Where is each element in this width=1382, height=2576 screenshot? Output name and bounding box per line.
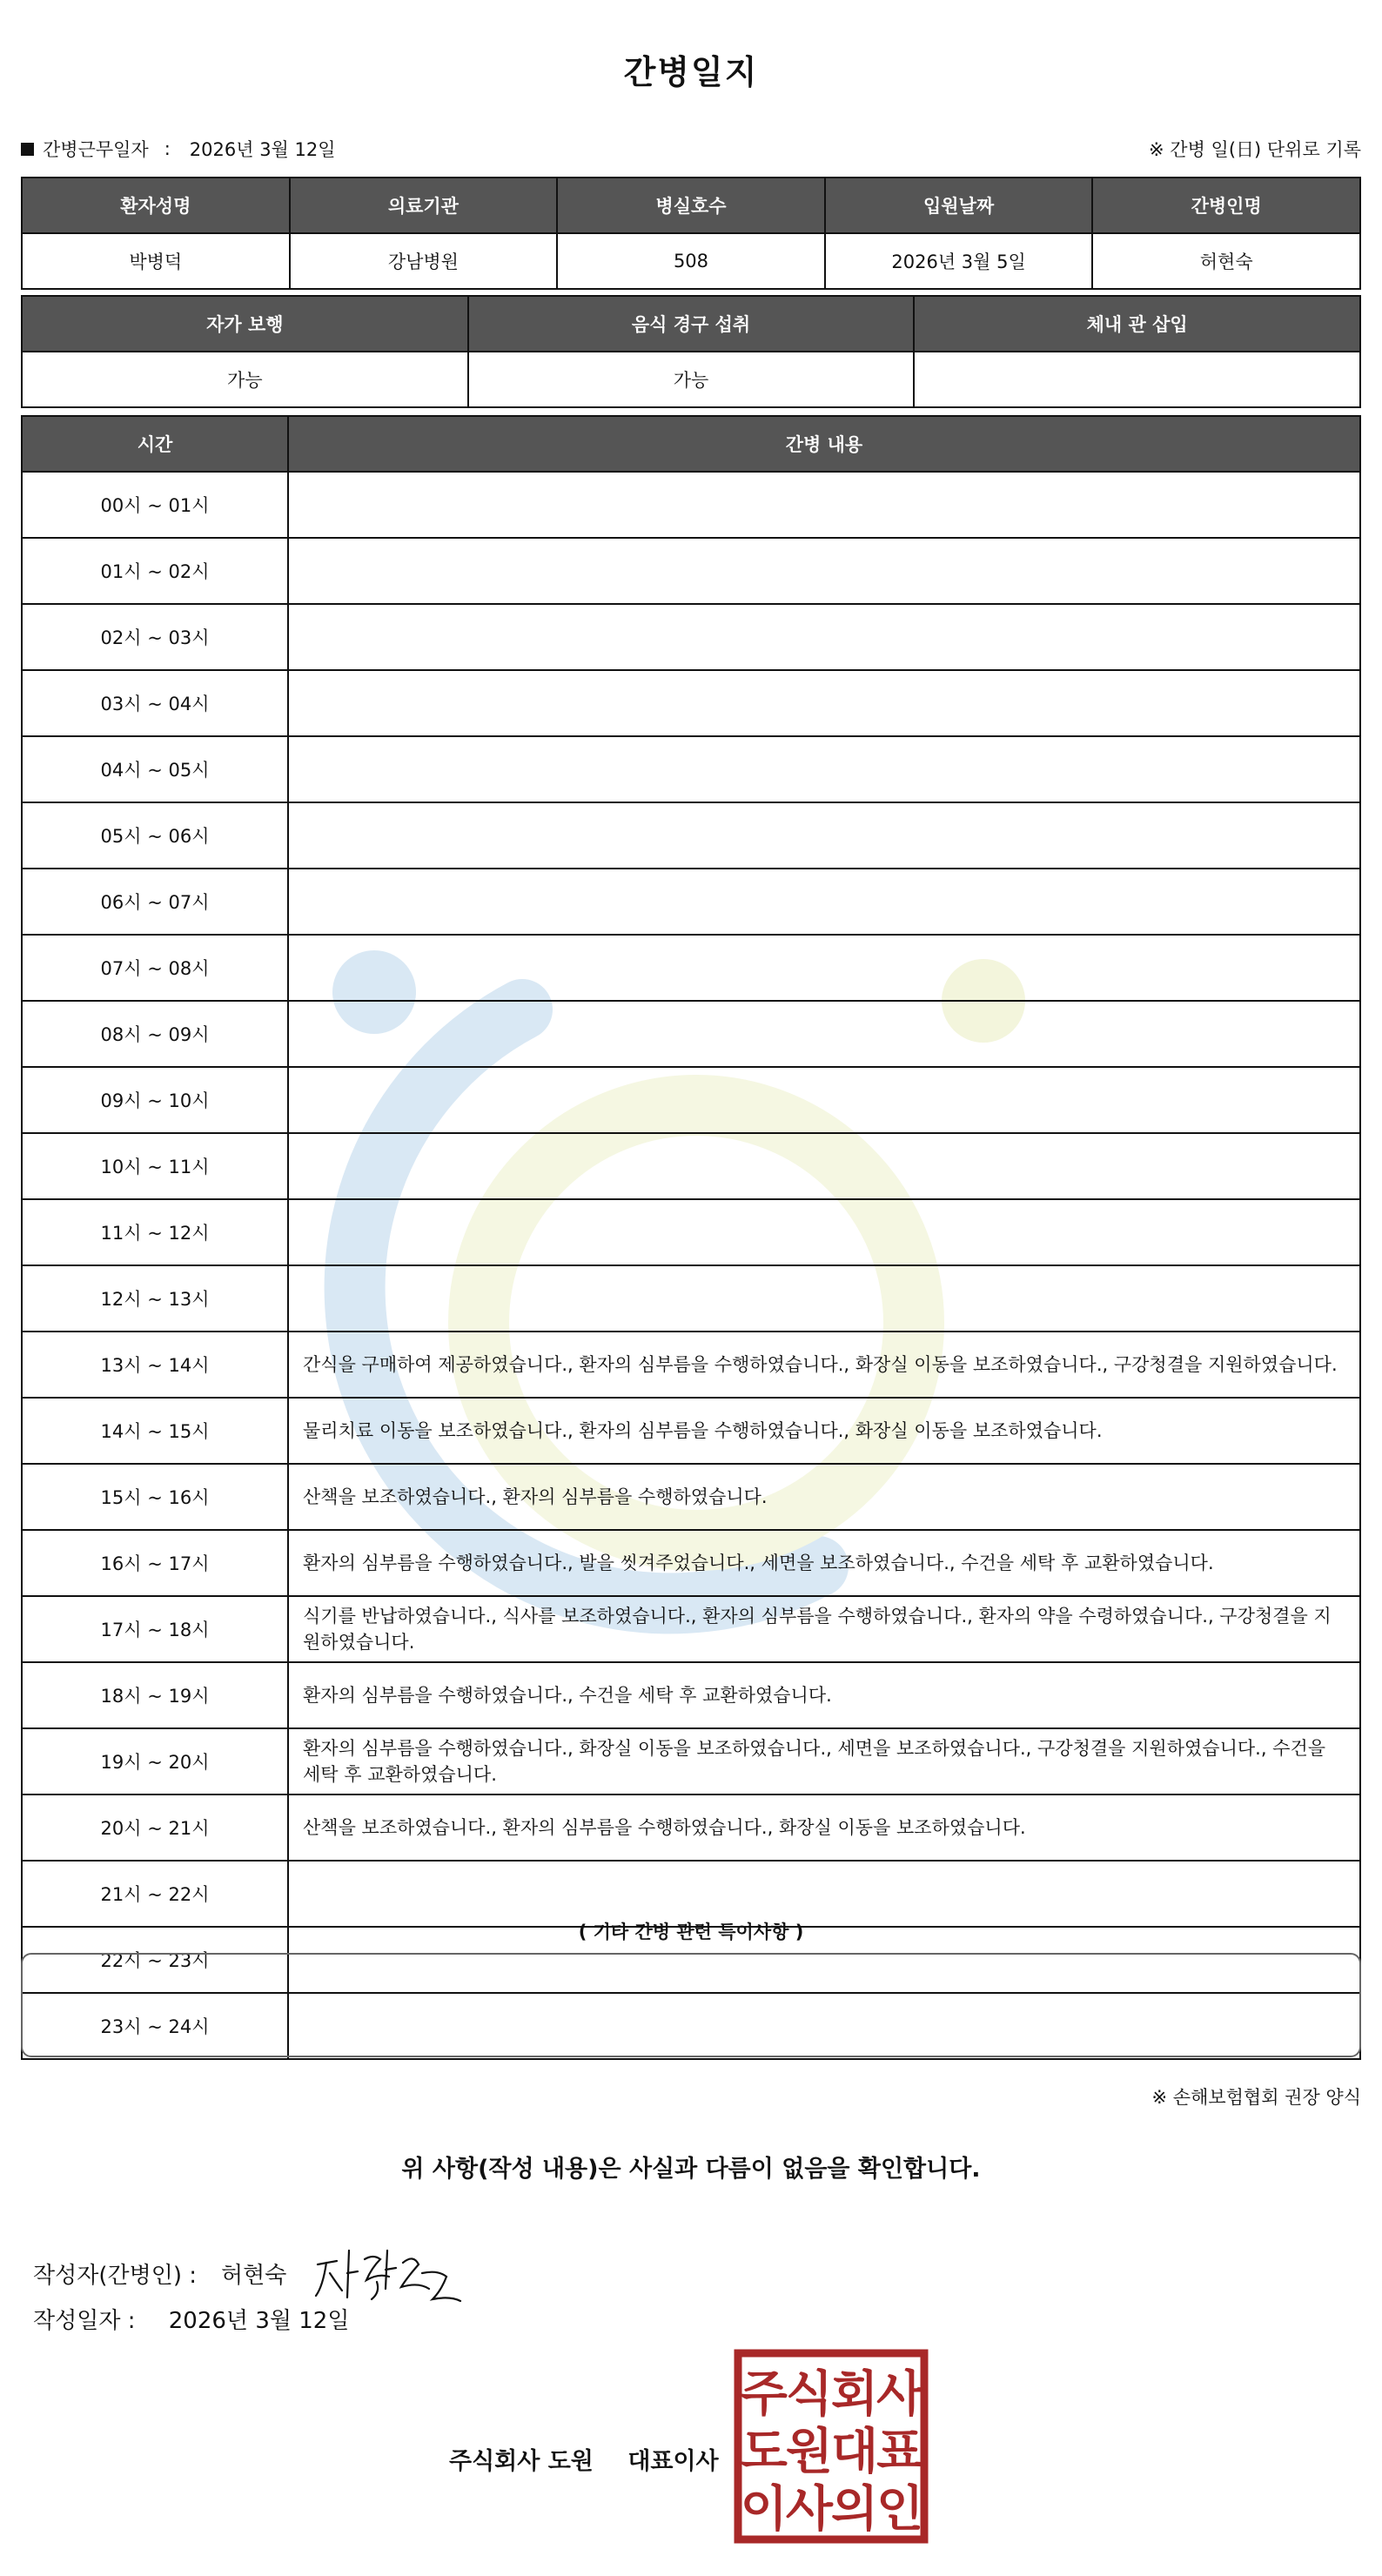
schedule-row — [22, 1861, 1360, 1927]
notes-title: ( 기타 간병 관련 특이사항 ) — [578, 1922, 804, 1942]
care-content: 환자의 심부름을 수행하였습니다., 발을 씻겨주었습니다., 세면을 보조하였습니다., 수건을 세탁 후 교환하였습니다. — [288, 1530, 1360, 1596]
header-oral-intake: 음식 경구 섭취 — [468, 296, 915, 352]
schedule-row — [22, 472, 1360, 538]
company-line — [449, 2442, 719, 2476]
time-slot: 15시 ~ 16시 — [22, 1464, 288, 1530]
schedule-row — [22, 802, 1360, 869]
care-content — [288, 869, 1360, 935]
header-care-content: 간병 내용 — [288, 416, 1360, 472]
care-content: 산책을 보조하였습니다., 환자의 심부름을 수행하였습니다., 화장실 이동을 보조하였습니다. — [288, 1794, 1360, 1861]
care-content — [288, 802, 1360, 869]
time-slot: 19시 ~ 20시 — [22, 1728, 288, 1794]
work-date-line — [21, 136, 336, 162]
time-slot: 00시 ~ 01시 — [22, 472, 288, 538]
writer-line — [33, 2238, 467, 2308]
schedule-row — [22, 1001, 1360, 1067]
care-content: 환자의 심부름을 수행하였습니다., 수건을 세탁 후 교환하였습니다. — [288, 1662, 1360, 1728]
time-slot: 13시 ~ 14시 — [22, 1332, 288, 1398]
care-content: 물리치료 이동을 보조하였습니다., 환자의 심부름을 수행하였습니다., 화장실 이동을 보조하였습니다. — [288, 1398, 1360, 1464]
schedule-row — [22, 1265, 1360, 1332]
header-caregiver-name: 간병인명 — [1092, 178, 1360, 233]
care-content — [288, 538, 1360, 604]
schedule-row — [22, 670, 1360, 736]
time-slot: 03시 ~ 04시 — [22, 670, 288, 736]
schedule-row — [22, 1133, 1360, 1199]
time-slot: 07시 ~ 08시 — [22, 935, 288, 1001]
header-admission-date: 입원날짜 — [825, 178, 1093, 233]
header-tube-insertion: 체내 관 삽입 — [914, 296, 1360, 352]
patient-info-value-row — [22, 233, 1360, 289]
writer-name: 허현숙 — [221, 2262, 287, 2289]
care-content — [288, 1199, 1360, 1265]
handwritten-signature — [311, 2238, 467, 2308]
care-content — [288, 1067, 1360, 1133]
time-slot: 23시 ~ 24시 — [22, 1993, 288, 2059]
patient-info-header-row — [22, 178, 1360, 233]
patient-name: 박병덕 — [22, 233, 290, 289]
time-slot: 11시 ~ 12시 — [22, 1199, 288, 1265]
schedule-row — [22, 736, 1360, 802]
hospital-name: 강남병원 — [290, 233, 558, 289]
time-slot: 22시 ~ 23시 — [22, 1927, 288, 1993]
time-slot: 06시 ~ 07시 — [22, 869, 288, 935]
company-name: 주식회사 도원 — [449, 2448, 594, 2475]
schedule-row — [22, 1530, 1360, 1596]
care-content — [288, 604, 1360, 670]
time-slot: 17시 ~ 18시 — [22, 1596, 288, 1662]
notes-box — [21, 1953, 1361, 2057]
self-walking-value: 가능 — [22, 352, 468, 407]
unit-note: ※ 간병 일(日) 단위로 기록 — [1149, 139, 1361, 160]
written-date-label: 작성일자 : — [33, 2308, 136, 2334]
schedule-row — [22, 1332, 1360, 1398]
patient-info-table — [21, 177, 1361, 290]
care-content — [288, 1861, 1360, 1927]
time-slot: 12시 ~ 13시 — [22, 1265, 288, 1332]
time-slot: 01시 ~ 02시 — [22, 538, 288, 604]
time-slot: 20시 ~ 21시 — [22, 1794, 288, 1861]
header-room-number: 병실호수 — [557, 178, 825, 233]
care-content — [288, 1001, 1360, 1067]
company-seal-stamp — [733, 2348, 929, 2545]
schedule-row — [22, 604, 1360, 670]
time-slot: 04시 ~ 05시 — [22, 736, 288, 802]
written-date-line — [33, 2303, 349, 2335]
time-slot: 09시 ~ 10시 — [22, 1067, 288, 1133]
room-number: 508 — [557, 233, 825, 289]
time-slot: 21시 ~ 22시 — [22, 1861, 288, 1927]
header-patient-name: 환자성명 — [22, 178, 290, 233]
work-date-value: 2026년 3월 12일 — [189, 139, 336, 160]
square-bullet-icon — [21, 143, 34, 156]
care-schedule-table — [21, 415, 1361, 2060]
time-slot: 05시 ~ 06시 — [22, 802, 288, 869]
care-content — [288, 472, 1360, 538]
recommend-note: ※ 손해보험협회 권장 양식 — [1151, 2087, 1361, 2108]
schedule-row — [22, 1662, 1360, 1728]
header-self-walking: 자가 보행 — [22, 296, 468, 352]
header-time: 시간 — [22, 416, 288, 472]
seal-line-3: 이사의인 — [740, 2481, 922, 2538]
schedule-row — [22, 869, 1360, 935]
seal-line-2: 도원대표 — [740, 2424, 922, 2480]
schedule-row — [22, 1199, 1360, 1265]
time-slot: 08시 ~ 09시 — [22, 1001, 288, 1067]
care-content — [288, 1133, 1360, 1199]
care-content — [288, 1265, 1360, 1332]
care-content — [288, 736, 1360, 802]
seal-line-1: 주식회사 — [740, 2366, 922, 2423]
care-content: 환자의 심부름을 수행하였습니다., 화장실 이동을 보조하였습니다., 세면을 보조하였습니다., 구강청결을 지원하였습니다., 수건을 세탁 후 교환하였습니다. — [288, 1728, 1360, 1794]
care-content: 산책을 보조하였습니다., 환자의 심부름을 수행하였습니다. — [288, 1464, 1360, 1530]
schedule-row — [22, 1728, 1360, 1794]
schedule-row — [22, 1794, 1360, 1861]
time-slot: 10시 ~ 11시 — [22, 1133, 288, 1199]
time-slot: 14시 ~ 15시 — [22, 1398, 288, 1464]
company-representative: 대표이사 — [627, 2448, 719, 2475]
written-date-value: 2026년 3월 12일 — [168, 2308, 350, 2334]
writer-label: 작성자(간병인) : — [33, 2262, 198, 2289]
patient-status-table — [21, 295, 1361, 408]
schedule-row — [22, 1464, 1360, 1530]
caregiver-name: 허현숙 — [1092, 233, 1360, 289]
patient-status-value-row — [22, 352, 1360, 407]
care-content: 간식을 구매하여 제공하였습니다., 환자의 심부름을 수행하였습니다., 화장실 이동을 보조하였습니다., 구강청결을 지원하였습니다. — [288, 1332, 1360, 1398]
schedule-row — [22, 1596, 1360, 1662]
admission-date: 2026년 3월 5일 — [825, 233, 1093, 289]
care-content — [288, 935, 1360, 1001]
time-slot: 16시 ~ 17시 — [22, 1530, 288, 1596]
work-date-colon: : — [164, 138, 171, 159]
work-date-label: 간병근무일자 — [43, 139, 149, 160]
schedule-header-row — [22, 416, 1360, 472]
time-slot: 02시 ~ 03시 — [22, 604, 288, 670]
oral-intake-value: 가능 — [468, 352, 915, 407]
care-content — [288, 670, 1360, 736]
care-content: 식기를 반납하였습니다., 식사를 보조하였습니다., 환자의 심부름을 수행하였습니다., 환자의 약을 수령하였습니다., 구강청결을 지원하였습니다. — [288, 1596, 1360, 1662]
confirmation-statement: 위 사항(작성 내용)은 사실과 다름이 없음을 확인합니다. — [401, 2156, 981, 2183]
tube-insertion-value — [914, 352, 1360, 407]
schedule-row — [22, 935, 1360, 1001]
header-hospital: 의료기관 — [290, 178, 558, 233]
patient-status-header-row — [22, 296, 1360, 352]
schedule-row — [22, 538, 1360, 604]
schedule-row — [22, 1067, 1360, 1133]
time-slot: 18시 ~ 19시 — [22, 1662, 288, 1728]
page-title: 간병일지 — [623, 53, 759, 91]
schedule-row — [22, 1398, 1360, 1464]
